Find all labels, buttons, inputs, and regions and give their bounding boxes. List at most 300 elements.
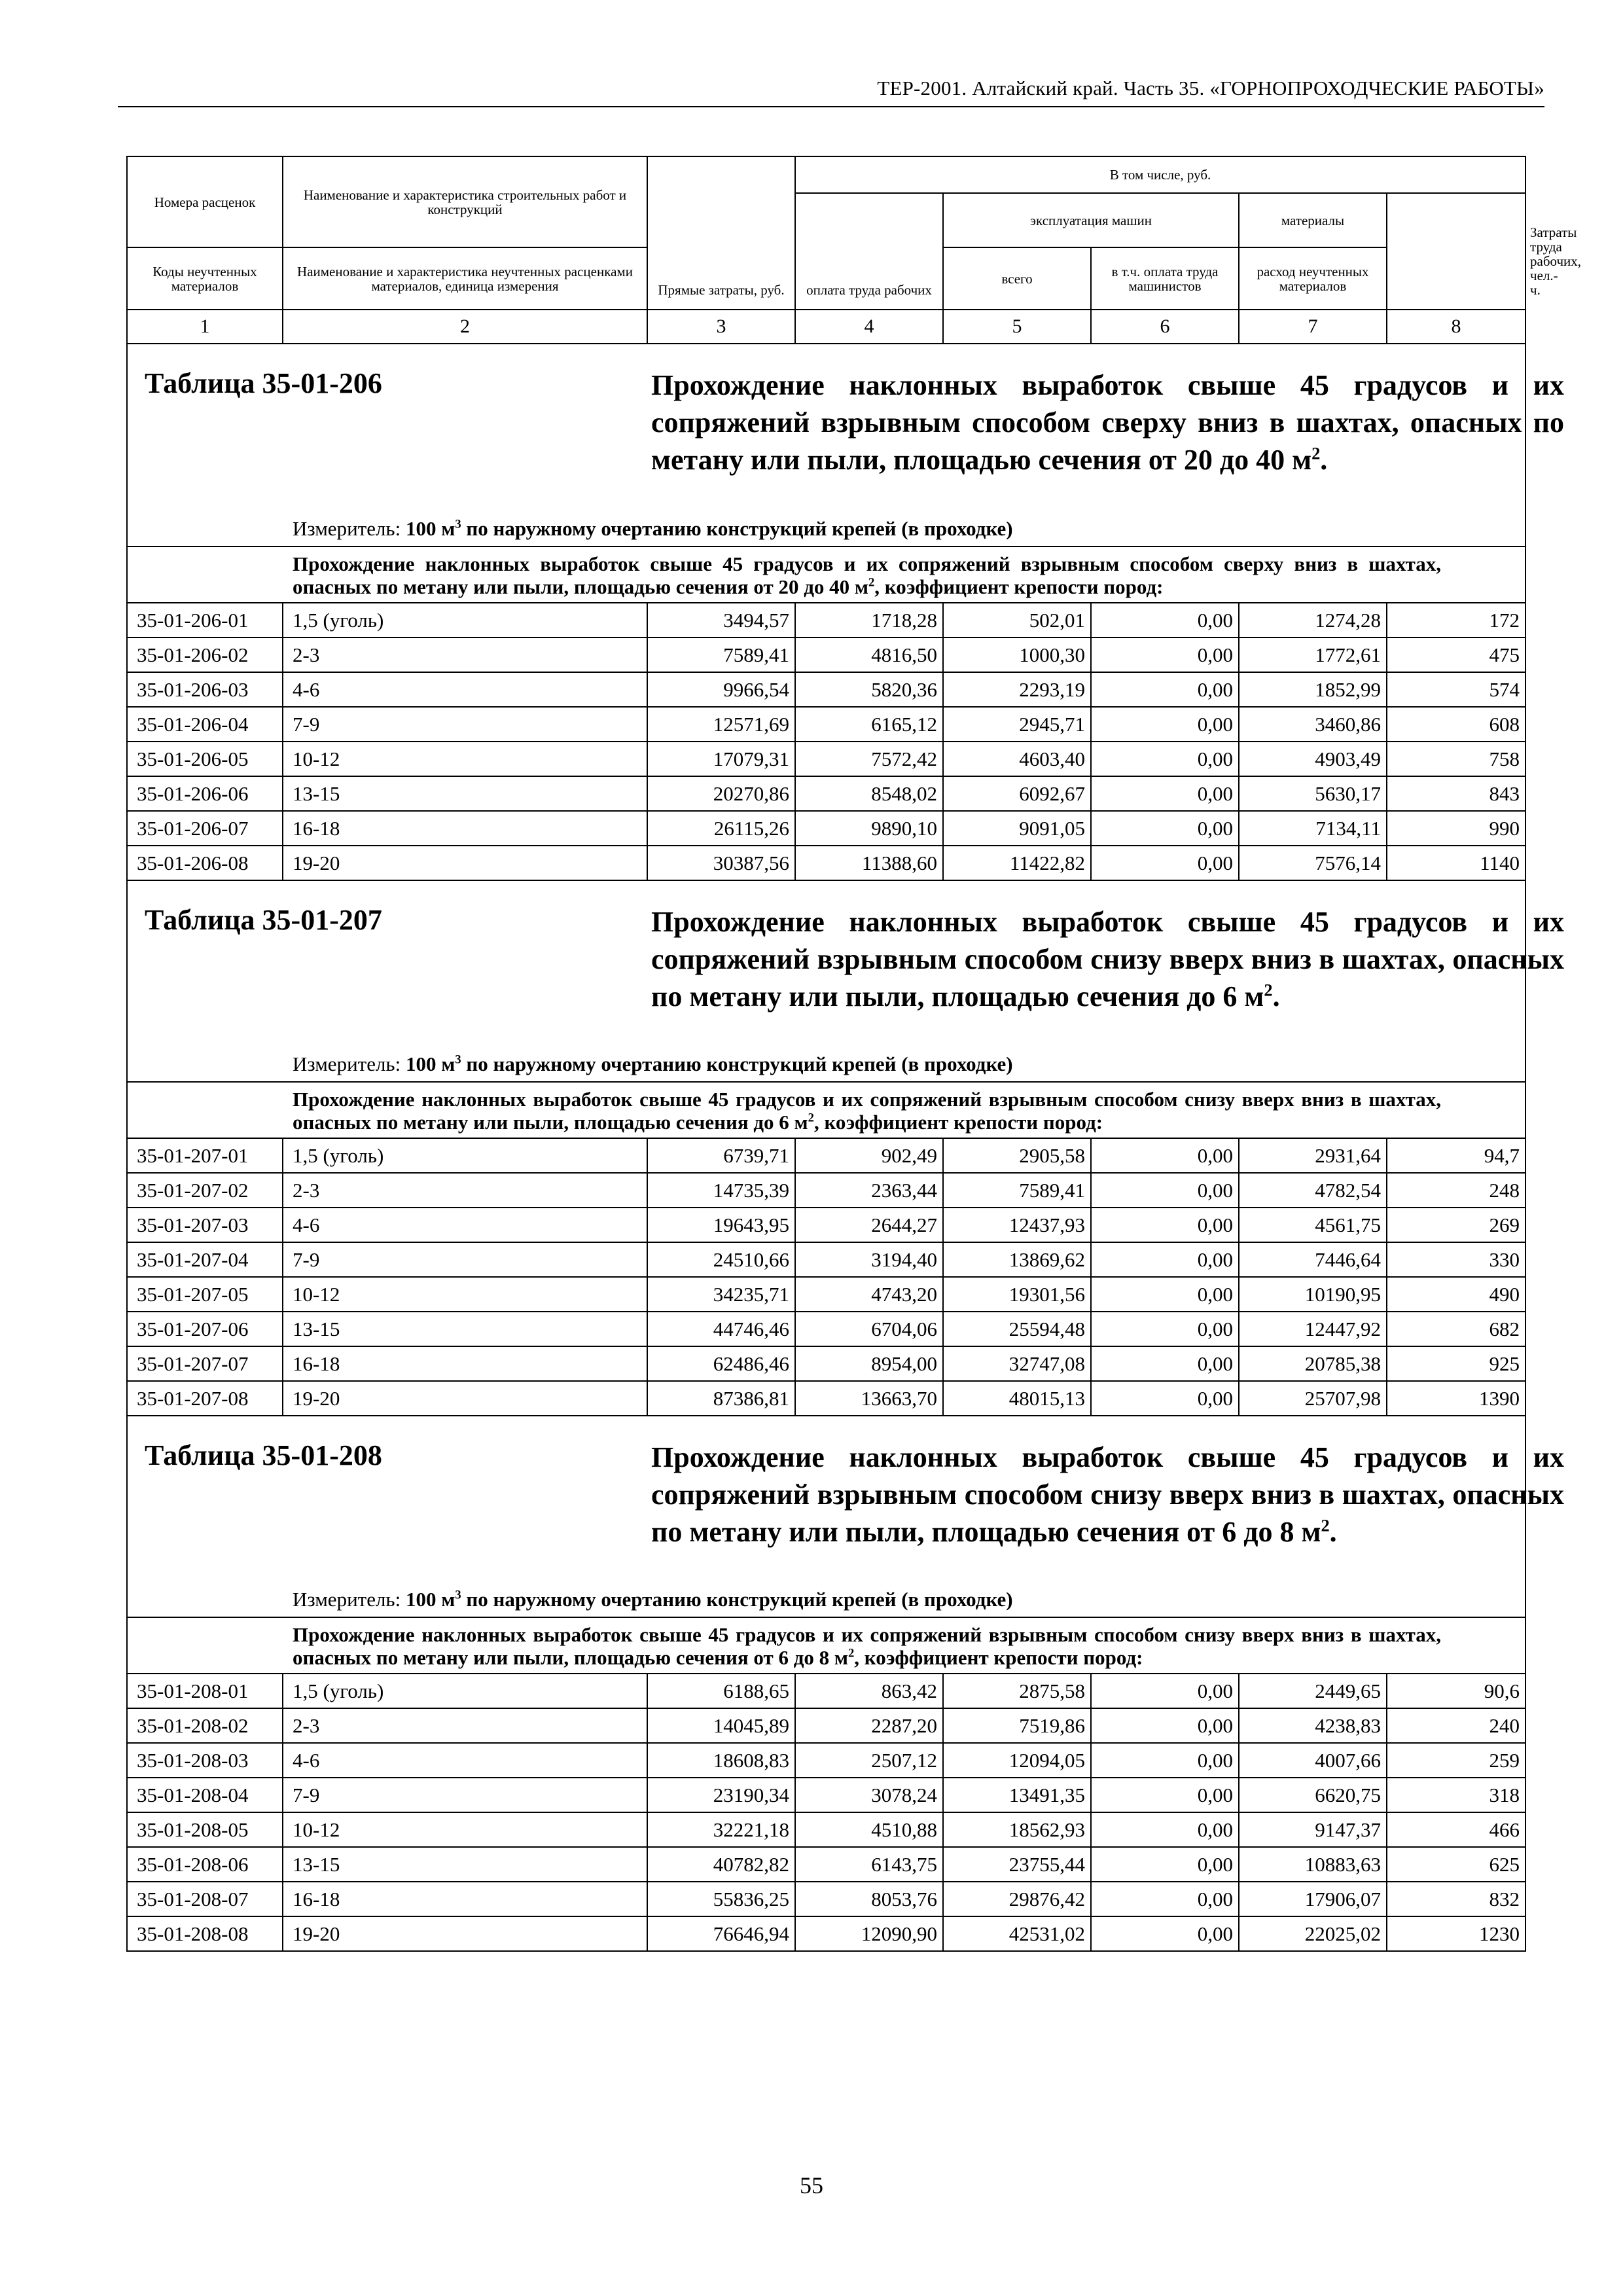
rate-code-cell: 35-01-207-06 [127, 1312, 283, 1346]
materials-cell: 4903,49 [1239, 742, 1387, 776]
labor-pay-cell: 2507,12 [795, 1743, 943, 1778]
materials-cell: 4782,54 [1239, 1173, 1387, 1208]
direct-costs-cell: 18608,83 [647, 1743, 795, 1778]
labor-pay-cell: 2644,27 [795, 1208, 943, 1242]
rate-code-cell: 35-01-208-03 [127, 1743, 283, 1778]
measure-line [293, 1052, 1013, 1076]
strength-class-cell: 16-18 [283, 1346, 647, 1381]
labor-pay-cell: 1718,28 [795, 603, 943, 637]
materials-cell: 25707,98 [1239, 1381, 1387, 1416]
direct-costs-cell: 62486,46 [647, 1346, 795, 1381]
labor-costs-cell: 475 [1387, 637, 1525, 672]
direct-costs-cell: 14735,39 [647, 1173, 795, 1208]
direct-costs-cell: 76646,94 [647, 1916, 795, 1951]
rate-code-cell: 35-01-206-03 [127, 672, 283, 707]
running-title: ТЕР-2001. Алтайский край. Часть 35. «ГОРНОПРОХОДЧЕСКИЕ РАБОТЫ» [877, 77, 1544, 99]
labor-costs-cell: 490 [1387, 1277, 1525, 1312]
rate-code-cell: 35-01-206-01 [127, 603, 283, 637]
machines-operators-cell: 0,00 [1091, 776, 1239, 811]
direct-costs-cell: 6739,71 [647, 1138, 795, 1173]
machines-operators-cell: 0,00 [1091, 637, 1239, 672]
machines-operators-cell: 0,00 [1091, 1242, 1239, 1277]
materials-cell: 1274,28 [1239, 603, 1387, 637]
materials-cell: 5630,17 [1239, 776, 1387, 811]
labor-costs-cell: 625 [1387, 1847, 1525, 1882]
strength-class-cell: 19-20 [283, 1381, 647, 1416]
labor-pay-cell: 8548,02 [795, 776, 943, 811]
table-body [127, 344, 1564, 1951]
machines-total-cell: 7589,41 [943, 1173, 1091, 1208]
materials-cell: 6620,75 [1239, 1778, 1387, 1812]
strength-class-cell: 16-18 [283, 1882, 647, 1916]
materials-cell: 4238,83 [1239, 1708, 1387, 1743]
labor-pay-cell: 7572,42 [795, 742, 943, 776]
rate-code-cell: 35-01-208-01 [127, 1674, 283, 1708]
materials-cell: 7134,11 [1239, 811, 1387, 846]
labor-pay-cell: 6165,12 [795, 707, 943, 742]
materials-cell: 1772,61 [1239, 637, 1387, 672]
table-row [127, 707, 1525, 742]
direct-costs-cell: 6188,65 [647, 1674, 795, 1708]
header-rate-numbers: Номера расценок [127, 156, 283, 247]
direct-costs-cell: 44746,46 [647, 1312, 795, 1346]
rate-code-cell: 35-01-207-07 [127, 1346, 283, 1381]
work-description-main: Прохождение наклонных выработок свыше 45 градусов и их сопряжений взрывным способом сверху вниз в шахтах, опасных по метану или пыли, площадью сечения от 20 до 40 м [293, 552, 1441, 598]
labor-pay-cell: 2287,20 [795, 1708, 943, 1743]
machines-total-cell: 2293,19 [943, 672, 1091, 707]
table-row [127, 1346, 1525, 1381]
direct-costs-cell: 23190,34 [647, 1778, 795, 1812]
machines-total-cell: 7519,86 [943, 1708, 1091, 1743]
table-row [127, 1208, 1525, 1242]
strength-class-cell: 2-3 [283, 637, 647, 672]
strength-class-cell: 13-15 [283, 1312, 647, 1346]
machines-total-cell: 19301,56 [943, 1277, 1091, 1312]
machines-operators-cell: 0,00 [1091, 1708, 1239, 1743]
strength-class-cell: 4-6 [283, 1208, 647, 1242]
labor-pay-cell: 4816,50 [795, 637, 943, 672]
table-title-sup: 2 [1264, 980, 1273, 1000]
table-title-end: . [1329, 1516, 1337, 1548]
table-row [127, 1847, 1525, 1882]
machines-total-cell: 48015,13 [943, 1381, 1091, 1416]
work-description-main: Прохождение наклонных выработок свыше 45 градусов и их сопряжений взрывным способом снизу вверх вниз в шахтах, опасных по метану или пыли, площадью сечения до 6 м [293, 1088, 1441, 1134]
rate-code-cell: 35-01-206-05 [127, 742, 283, 776]
table-header: Номера расценок Наименование и характеристика строительных работ и конструкций Прямые затраты, руб. В том числе, руб. Затраты труда рабочих, чел.-ч. оплата труда рабочих эксплуатация машин материалы Коды неучтенных материалов Наименование и характеристика неучтенных расценками материалов, единица измерения всего в т.ч. оплата труда машинистов расход неучтенных материалов 1 2 3 4 5 6 7 8 [127, 156, 1525, 344]
header-materials-unaccounted: расход неучтенных материалов [1239, 247, 1387, 310]
work-description-sup: 2 [808, 1111, 814, 1125]
machines-total-cell: 1000,30 [943, 637, 1091, 672]
machines-operators-cell: 0,00 [1091, 1381, 1239, 1416]
measure-rest: по наружному очертанию конструкций крепей (в проходке) [461, 1052, 1013, 1075]
strength-class-cell: 1,5 (уголь) [283, 1674, 647, 1708]
table-row [127, 776, 1525, 811]
table-row [127, 1138, 1525, 1173]
direct-costs-cell: 20270,86 [647, 776, 795, 811]
machines-total-cell: 13491,35 [943, 1778, 1091, 1812]
labor-pay-cell: 5820,36 [795, 672, 943, 707]
header-machines-operators: в т.ч. оплата труда машинистов [1091, 247, 1239, 310]
table-title-end: . [1272, 980, 1280, 1013]
labor-pay-cell: 6704,06 [795, 1312, 943, 1346]
header-materials: материалы [1239, 193, 1387, 247]
machines-total-cell: 18562,93 [943, 1812, 1091, 1847]
materials-cell: 9147,37 [1239, 1812, 1387, 1847]
labor-pay-cell: 8954,00 [795, 1346, 943, 1381]
strength-class-cell: 19-20 [283, 1916, 647, 1951]
table-title [651, 903, 1564, 1015]
machines-total-cell: 2945,71 [943, 707, 1091, 742]
labor-pay-cell: 11388,60 [795, 846, 943, 880]
section-heading-row [127, 880, 1525, 1082]
work-description-text [293, 1623, 1441, 1669]
labor-pay-cell: 902,49 [795, 1138, 943, 1173]
measure-prefix: Измеритель: [293, 1052, 406, 1075]
section-heading-row [127, 344, 1525, 547]
table-row [127, 1312, 1525, 1346]
rate-code-cell: 35-01-207-08 [127, 1381, 283, 1416]
labor-costs-cell: 1140 [1387, 846, 1525, 880]
table-row [127, 1708, 1525, 1743]
header-including: В том числе, руб. [795, 156, 1525, 193]
machines-operators-cell: 0,00 [1091, 1346, 1239, 1381]
strength-class-cell: 13-15 [283, 776, 647, 811]
labor-costs-cell: 925 [1387, 1346, 1525, 1381]
direct-costs-cell: 26115,26 [647, 811, 795, 846]
materials-cell: 4007,66 [1239, 1743, 1387, 1778]
machines-operators-cell: 0,00 [1091, 1173, 1239, 1208]
strength-class-cell: 1,5 (уголь) [283, 603, 647, 637]
work-description-rest: , коэффициент крепости пород: [854, 1646, 1143, 1669]
labor-pay-cell: 863,42 [795, 1674, 943, 1708]
rate-code-cell: 35-01-208-08 [127, 1916, 283, 1951]
machines-total-cell: 29876,42 [943, 1882, 1091, 1916]
table-row [127, 672, 1525, 707]
strength-class-cell: 10-12 [283, 1812, 647, 1847]
table-row [127, 811, 1525, 846]
work-description-rest: , коэффициент крепости пород: [874, 575, 1164, 598]
table-label: Таблица 35-01-208 [145, 1439, 382, 1471]
labor-pay-cell: 12090,90 [795, 1916, 943, 1951]
direct-costs-cell: 17079,31 [647, 742, 795, 776]
strength-class-cell: 4-6 [283, 672, 647, 707]
rate-code-cell: 35-01-208-04 [127, 1778, 283, 1812]
strength-class-cell: 10-12 [283, 742, 647, 776]
labor-pay-cell: 2363,44 [795, 1173, 943, 1208]
measure-prefix: Измеритель: [293, 517, 406, 540]
table-row [127, 1916, 1525, 1951]
table-title [651, 1439, 1564, 1551]
table-row [127, 1812, 1525, 1847]
table-row [127, 1674, 1525, 1708]
column-number: 6 [1091, 310, 1239, 344]
measure-rest: по наружному очертанию конструкций крепей (в проходке) [461, 1588, 1013, 1611]
subtitle-row [127, 1617, 1525, 1674]
direct-costs-cell: 12571,69 [647, 707, 795, 742]
section-block [128, 881, 1564, 1081]
strength-class-cell: 4-6 [283, 1743, 647, 1778]
labor-costs-cell: 832 [1387, 1882, 1525, 1916]
materials-cell: 20785,38 [1239, 1346, 1387, 1381]
table-row [127, 637, 1525, 672]
table-title-text: Прохождение наклонных выработок свыше 45 градусов и их сопряжений взрывным способом снизу вверх вниз в шахтах, опасных по метану или пыли, площадью сечения от 6 до 8 м [651, 1441, 1564, 1548]
materials-cell: 17906,07 [1239, 1882, 1387, 1916]
column-number: 1 [127, 310, 283, 344]
rate-code-cell: 35-01-206-06 [127, 776, 283, 811]
column-number: 7 [1239, 310, 1387, 344]
rate-code-cell: 35-01-207-04 [127, 1242, 283, 1277]
table-row [127, 1882, 1525, 1916]
work-description-sup: 2 [868, 575, 875, 590]
measure-unit-sup: 3 [455, 1588, 461, 1602]
strength-class-cell: 7-9 [283, 1778, 647, 1812]
running-header [118, 71, 1544, 107]
machines-total-cell: 9091,05 [943, 811, 1091, 846]
labor-costs-cell: 608 [1387, 707, 1525, 742]
direct-costs-cell: 32221,18 [647, 1812, 795, 1847]
labor-pay-cell: 13663,70 [795, 1381, 943, 1416]
machines-operators-cell: 0,00 [1091, 1674, 1239, 1708]
rate-code-cell: 35-01-206-04 [127, 707, 283, 742]
materials-cell: 4561,75 [1239, 1208, 1387, 1242]
direct-costs-cell: 55836,25 [647, 1882, 795, 1916]
page-number: 55 [800, 2172, 823, 2198]
machines-operators-cell: 0,00 [1091, 1847, 1239, 1882]
strength-class-cell: 7-9 [283, 707, 647, 742]
section-block [128, 1416, 1564, 1617]
measure-unit [406, 517, 1013, 540]
machines-operators-cell: 0,00 [1091, 1882, 1239, 1916]
direct-costs-cell: 30387,56 [647, 846, 795, 880]
work-description [127, 1082, 1525, 1138]
labor-costs-cell: 90,6 [1387, 1674, 1525, 1708]
work-description [127, 547, 1525, 603]
section-heading [127, 880, 1564, 1082]
machines-total-cell: 32747,08 [943, 1346, 1091, 1381]
rate-code-cell: 35-01-207-01 [127, 1138, 283, 1173]
table-row [127, 1743, 1525, 1778]
machines-operators-cell: 0,00 [1091, 811, 1239, 846]
strength-class-cell: 16-18 [283, 811, 647, 846]
machines-operators-cell: 0,00 [1091, 1208, 1239, 1242]
table-row [127, 1173, 1525, 1208]
labor-pay-cell: 4510,88 [795, 1812, 943, 1847]
labor-costs-cell: 240 [1387, 1708, 1525, 1743]
direct-costs-cell: 19643,95 [647, 1208, 795, 1242]
table-title [651, 367, 1564, 478]
rate-code-cell: 35-01-207-02 [127, 1173, 283, 1208]
strength-class-cell: 1,5 (уголь) [283, 1138, 647, 1173]
strength-class-cell: 19-20 [283, 846, 647, 880]
machines-operators-cell: 0,00 [1091, 1916, 1239, 1951]
labor-costs-cell: 259 [1387, 1743, 1525, 1778]
materials-cell: 12447,92 [1239, 1312, 1387, 1346]
column-number: 5 [943, 310, 1091, 344]
materials-cell: 22025,02 [1239, 1916, 1387, 1951]
header-work-name: Наименование и характеристика строительных работ и конструкций [283, 156, 647, 247]
machines-total-cell: 12094,05 [943, 1743, 1091, 1778]
strength-class-cell: 13-15 [283, 1847, 647, 1882]
direct-costs-cell: 14045,89 [647, 1708, 795, 1743]
measure-unit-sup: 3 [455, 1052, 461, 1067]
header-direct-costs: Прямые затраты, руб. [647, 156, 795, 310]
machines-total-cell: 23755,44 [943, 1847, 1091, 1882]
labor-costs-cell: 1390 [1387, 1381, 1525, 1416]
labor-costs-cell: 1230 [1387, 1916, 1525, 1951]
measure-line [293, 517, 1013, 541]
labor-costs-cell: 94,7 [1387, 1138, 1525, 1173]
work-description-main: Прохождение наклонных выработок свыше 45 градусов и их сопряжений взрывным способом снизу вверх вниз в шахтах, опасных по метану или пыли, площадью сечения от 6 до 8 м [293, 1623, 1441, 1669]
materials-cell: 1852,99 [1239, 672, 1387, 707]
labor-pay-cell: 3194,40 [795, 1242, 943, 1277]
labor-costs-cell: 843 [1387, 776, 1525, 811]
rate-code-cell: 35-01-207-03 [127, 1208, 283, 1242]
rate-code-cell: 35-01-207-05 [127, 1277, 283, 1312]
labor-costs-cell: 269 [1387, 1208, 1525, 1242]
column-number: 8 [1387, 310, 1525, 344]
labor-pay-cell: 8053,76 [795, 1882, 943, 1916]
table-row [127, 1242, 1525, 1277]
table-row [127, 1778, 1525, 1812]
rate-code-cell: 35-01-208-05 [127, 1812, 283, 1847]
measure-unit [406, 1052, 1013, 1075]
strength-class-cell: 2-3 [283, 1708, 647, 1743]
direct-costs-cell: 3494,57 [647, 603, 795, 637]
table-row [127, 742, 1525, 776]
measure-unit-text: 100 м [405, 1588, 455, 1611]
labor-costs-cell: 330 [1387, 1242, 1525, 1277]
work-description-text [293, 1088, 1441, 1134]
column-number: 4 [795, 310, 943, 344]
machines-operators-cell: 0,00 [1091, 1778, 1239, 1812]
materials-cell: 10883,63 [1239, 1847, 1387, 1882]
labor-pay-cell: 6143,75 [795, 1847, 943, 1882]
section-heading [127, 1416, 1564, 1617]
column-numbers-row [127, 310, 1525, 344]
header-labor-pay: оплата труда рабочих [795, 193, 943, 310]
table-row [127, 603, 1525, 637]
machines-operators-cell: 0,00 [1091, 1743, 1239, 1778]
measure-prefix: Измеритель: [293, 1588, 406, 1611]
work-description-sup: 2 [848, 1646, 855, 1660]
machines-total-cell: 4603,40 [943, 742, 1091, 776]
rate-code-cell: 35-01-208-02 [127, 1708, 283, 1743]
work-description-rest: , коэффициент крепости пород: [813, 1111, 1103, 1134]
machines-operators-cell: 0,00 [1091, 846, 1239, 880]
materials-cell: 2931,64 [1239, 1138, 1387, 1173]
table-title-sup: 2 [1321, 1515, 1330, 1535]
header-material-codes: Коды неучтенных материалов [127, 247, 283, 310]
machines-total-cell: 6092,67 [943, 776, 1091, 811]
table-label: Таблица 35-01-207 [145, 904, 382, 936]
table-row [127, 846, 1525, 880]
table-row [127, 1381, 1525, 1416]
machines-operators-cell: 0,00 [1091, 1138, 1239, 1173]
section-heading-row [127, 1416, 1525, 1617]
labor-costs-cell: 682 [1387, 1312, 1525, 1346]
materials-cell: 7446,64 [1239, 1242, 1387, 1277]
machines-total-cell: 42531,02 [943, 1916, 1091, 1951]
machines-operators-cell: 0,00 [1091, 1312, 1239, 1346]
strength-class-cell: 2-3 [283, 1173, 647, 1208]
direct-costs-cell: 24510,66 [647, 1242, 795, 1277]
header-machines: эксплуатация машин [943, 193, 1239, 247]
materials-cell: 10190,95 [1239, 1277, 1387, 1312]
labor-costs-cell: 466 [1387, 1812, 1525, 1847]
rate-code-cell: 35-01-206-02 [127, 637, 283, 672]
machines-total-cell: 2905,58 [943, 1138, 1091, 1173]
labor-pay-cell: 9890,10 [795, 811, 943, 846]
materials-cell: 2449,65 [1239, 1674, 1387, 1708]
subtitle-row [127, 1082, 1525, 1138]
strength-class-cell: 7-9 [283, 1242, 647, 1277]
header-machines-total: всего [943, 247, 1091, 310]
subtitle-row [127, 547, 1525, 603]
work-description [127, 1617, 1525, 1674]
machines-total-cell: 2875,58 [943, 1674, 1091, 1708]
direct-costs-cell: 34235,71 [647, 1277, 795, 1312]
work-description-text [293, 552, 1441, 598]
machines-operators-cell: 0,00 [1091, 1277, 1239, 1312]
table-title-text: Прохождение наклонных выработок свыше 45 градусов и их сопряжений взрывным способом сверху вниз в шахтах, опасных по метану или пыли, площадью сечения от 20 до 40 м [651, 369, 1564, 476]
measure-unit-text: 100 м [405, 1052, 455, 1075]
labor-costs-cell: 318 [1387, 1778, 1525, 1812]
rate-code-cell: 35-01-206-07 [127, 811, 283, 846]
section-heading [127, 344, 1564, 547]
table-row [127, 1277, 1525, 1312]
table-label: Таблица 35-01-206 [145, 367, 382, 399]
machines-total-cell: 25594,48 [943, 1312, 1091, 1346]
machines-operators-cell: 0,00 [1091, 672, 1239, 707]
labor-costs-cell: 172 [1387, 603, 1525, 637]
labor-pay-cell: 4743,20 [795, 1277, 943, 1312]
table-title-sup: 2 [1311, 443, 1321, 463]
labor-pay-cell: 3078,24 [795, 1778, 943, 1812]
materials-cell: 7576,14 [1239, 846, 1387, 880]
rates-table [126, 156, 1582, 1952]
rate-code-cell: 35-01-206-08 [127, 846, 283, 880]
labor-costs-cell: 758 [1387, 742, 1525, 776]
measure-rest: по наружному очертанию конструкций крепей (в проходке) [461, 517, 1013, 540]
machines-operators-cell: 0,00 [1091, 1812, 1239, 1847]
measure-unit-text: 100 м [405, 517, 455, 540]
materials-cell: 3460,86 [1239, 707, 1387, 742]
machines-operators-cell: 0,00 [1091, 603, 1239, 637]
table-title-text: Прохождение наклонных выработок свыше 45 градусов и их сопряжений взрывным способом снизу вверх вниз в шахтах, опасных по метану или пыли, площадью сечения до 6 м [651, 906, 1564, 1013]
measure-line [293, 1588, 1013, 1611]
measure-unit [406, 1588, 1013, 1611]
labor-costs-cell: 574 [1387, 672, 1525, 707]
machines-total-cell: 12437,93 [943, 1208, 1091, 1242]
direct-costs-cell: 9966,54 [647, 672, 795, 707]
machines-operators-cell: 0,00 [1091, 707, 1239, 742]
header-material-name: Наименование и характеристика неучтенных расценками материалов, единица измерения [283, 247, 647, 310]
direct-costs-cell: 40782,82 [647, 1847, 795, 1882]
column-number: 2 [283, 310, 647, 344]
direct-costs-cell: 7589,41 [647, 637, 795, 672]
strength-class-cell: 10-12 [283, 1277, 647, 1312]
machines-total-cell: 502,01 [943, 603, 1091, 637]
machines-operators-cell: 0,00 [1091, 742, 1239, 776]
direct-costs-cell: 87386,81 [647, 1381, 795, 1416]
table-title-end: . [1320, 444, 1328, 476]
column-number: 3 [647, 310, 795, 344]
machines-total-cell: 13869,62 [943, 1242, 1091, 1277]
rate-code-cell: 35-01-208-06 [127, 1847, 283, 1882]
rate-code-cell: 35-01-208-07 [127, 1882, 283, 1916]
measure-unit-sup: 3 [455, 517, 461, 531]
machines-total-cell: 11422,82 [943, 846, 1091, 880]
